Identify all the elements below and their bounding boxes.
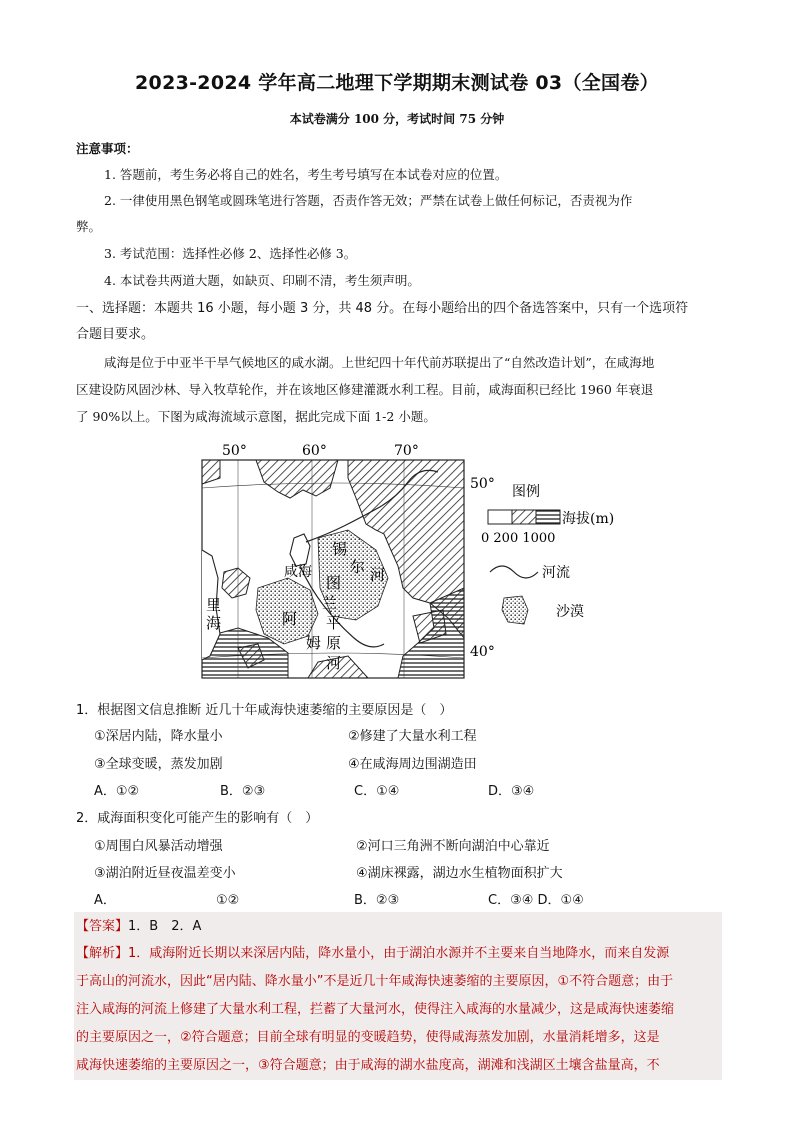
q1-choice-a[interactable]: A．①② xyxy=(94,784,140,799)
lat-label: 50° xyxy=(470,476,495,492)
lat-label: 40° xyxy=(470,644,495,660)
q2-choice-cd[interactable]: C．③④ D．①④ xyxy=(488,893,584,908)
place-label: 咸海 xyxy=(284,564,312,580)
notice-item: 4. 本试卷共两道大题，如缺页、印刷不清，考生须声明。 xyxy=(104,273,420,288)
place-label: 锡 xyxy=(332,540,348,558)
place-label: 里 xyxy=(206,596,222,614)
lon-label: 50° xyxy=(222,443,247,459)
place-label: 河 xyxy=(370,566,386,584)
question-2-stem: 2．咸海面积变化可能产生的影响有（ ） xyxy=(76,811,319,826)
aral-sea-basin-map xyxy=(198,438,618,682)
passage-line: 咸海是位于中亚半干旱气候地区的咸水湖。上世纪四十年代前苏联提出了“自然改造计划”，在咸海地 xyxy=(104,355,655,370)
q1-statement: ③全球变暖，蒸发加剧 xyxy=(94,757,223,772)
answer-text: 1．B 2．A xyxy=(128,919,202,934)
notice-item: 2. 一律使用黑色钢笔或圆珠笔进行答题，否责作答无效；严禁在试卷上做任何标记，否责视为作 xyxy=(104,193,633,208)
section-heading: 一、选择题：本题共 16 小题，每小题 3 分，共 48 分。在每小题给出的四个备选答案中，只有一个选项符 xyxy=(76,301,689,316)
notice-item: 弊。 xyxy=(76,219,102,234)
legend-river-label: 河流 xyxy=(542,565,570,581)
q2-choice-b[interactable]: B．②③ xyxy=(354,893,400,908)
legend-desert-label: 沙漠 xyxy=(556,604,584,620)
q2-statement: ①周围白风暴活动增强 xyxy=(94,839,223,854)
passage-line: 了 90%以上。下图为咸海流域示意图，据此完成下面 1-2 小题。 xyxy=(76,409,436,424)
q1-choice-d[interactable]: D．③④ xyxy=(488,784,535,799)
analysis-line: 的主要原因之一，②符合题意；目前全球有明显的变暖趋势，使得咸海蒸发加剧，水量消耗增多，这是 xyxy=(76,1030,660,1045)
analysis-text: 1．咸海附近长期以来深居内陆，降水量小，由于湖泊水源并不主要来自当地降水，而来自发源 xyxy=(128,946,670,961)
q1-statement: ④在咸海周边围湖造田 xyxy=(348,757,477,772)
passage-line: 区建设防风固沙林、导入牧草轮作，并在该地区修建灌溉水利工程。目前，咸海面积已经比 1960 年衰退 xyxy=(76,382,654,397)
place-label: 原 xyxy=(326,634,342,652)
q1-choice-c[interactable]: C．①④ xyxy=(354,784,400,799)
q1-statement: ②修建了大量水利工程 xyxy=(348,729,477,744)
lon-label: 70° xyxy=(394,443,419,459)
q2-choice-a[interactable]: A． xyxy=(94,893,116,908)
place-label: 阿 xyxy=(282,610,298,628)
analysis-line: 咸海快速萎缩的主要原因之一，③符合题意；由于咸海的湖水盐度高，湖滩和浅湖区土壤含盐量高，不 xyxy=(76,1058,660,1073)
analysis-label: 【解析】 xyxy=(76,946,129,961)
q2-statement: ②河口三角洲不断向湖泊中心靠近 xyxy=(356,839,550,854)
place-label: 姆 xyxy=(306,634,322,652)
page-title: 2023-2024 学年高二地理下学期期末测试卷 03（全国卷） xyxy=(135,72,659,94)
section-heading-cont: 合题目要求。 xyxy=(76,327,155,342)
q1-choice-b[interactable]: B．②③ xyxy=(220,784,266,799)
q2-statement: ③湖泊附近昼夜温差变小 xyxy=(94,866,236,881)
place-label: 海 xyxy=(206,614,222,632)
answer-panel xyxy=(74,912,722,1080)
notice-item: 1. 答题前，考生务必将自己的姓名，考生考号填写在本试卷对应的位置。 xyxy=(104,167,508,182)
place-label: 河 xyxy=(326,654,342,672)
place-label: 兰 xyxy=(322,594,338,612)
answer-label: 【答案】 xyxy=(76,919,129,934)
legend-elevation-ticks: 0 200 1000 xyxy=(481,531,556,546)
place-label: 尔 xyxy=(350,558,366,576)
analysis-line: 于高山的河流水，因此“居内陆、降水量小”不是近几十年咸海快速萎缩的主要原因，①不符合题意；由于 xyxy=(76,974,674,989)
q2-statement: ④湖床裸露，湖边水生植物面积扩大 xyxy=(356,866,563,881)
analysis-line xyxy=(76,945,669,963)
page-subtitle: 本试卷满分 100 分，考试时间 75 分钟 xyxy=(289,112,505,126)
place-label: 平 xyxy=(326,614,342,632)
q1-statement: ①深居内陆，降水量小 xyxy=(94,729,223,744)
lon-label: 60° xyxy=(302,443,327,459)
notice-item: 3. 考试范围：选择性必修 2、选择性必修 3。 xyxy=(104,246,357,261)
notice-heading: 注意事项： xyxy=(76,141,139,156)
answer-line xyxy=(76,918,201,936)
place-label: 图 xyxy=(326,574,342,592)
analysis-line: 注入咸海的河流上修建了大量水利工程，拦蓄了大量河水，使得注入咸海的水量减少，这是咸海快速萎缩 xyxy=(76,1002,675,1017)
legend-title: 图例 xyxy=(512,484,540,500)
legend-elevation-label: 海拔(m) xyxy=(562,511,615,527)
question-1-stem: 1．根据图文信息推断 近几十年咸海快速萎缩的主要原因是（ ） xyxy=(76,703,453,718)
q2-choice-a-value: ①② xyxy=(216,893,240,908)
